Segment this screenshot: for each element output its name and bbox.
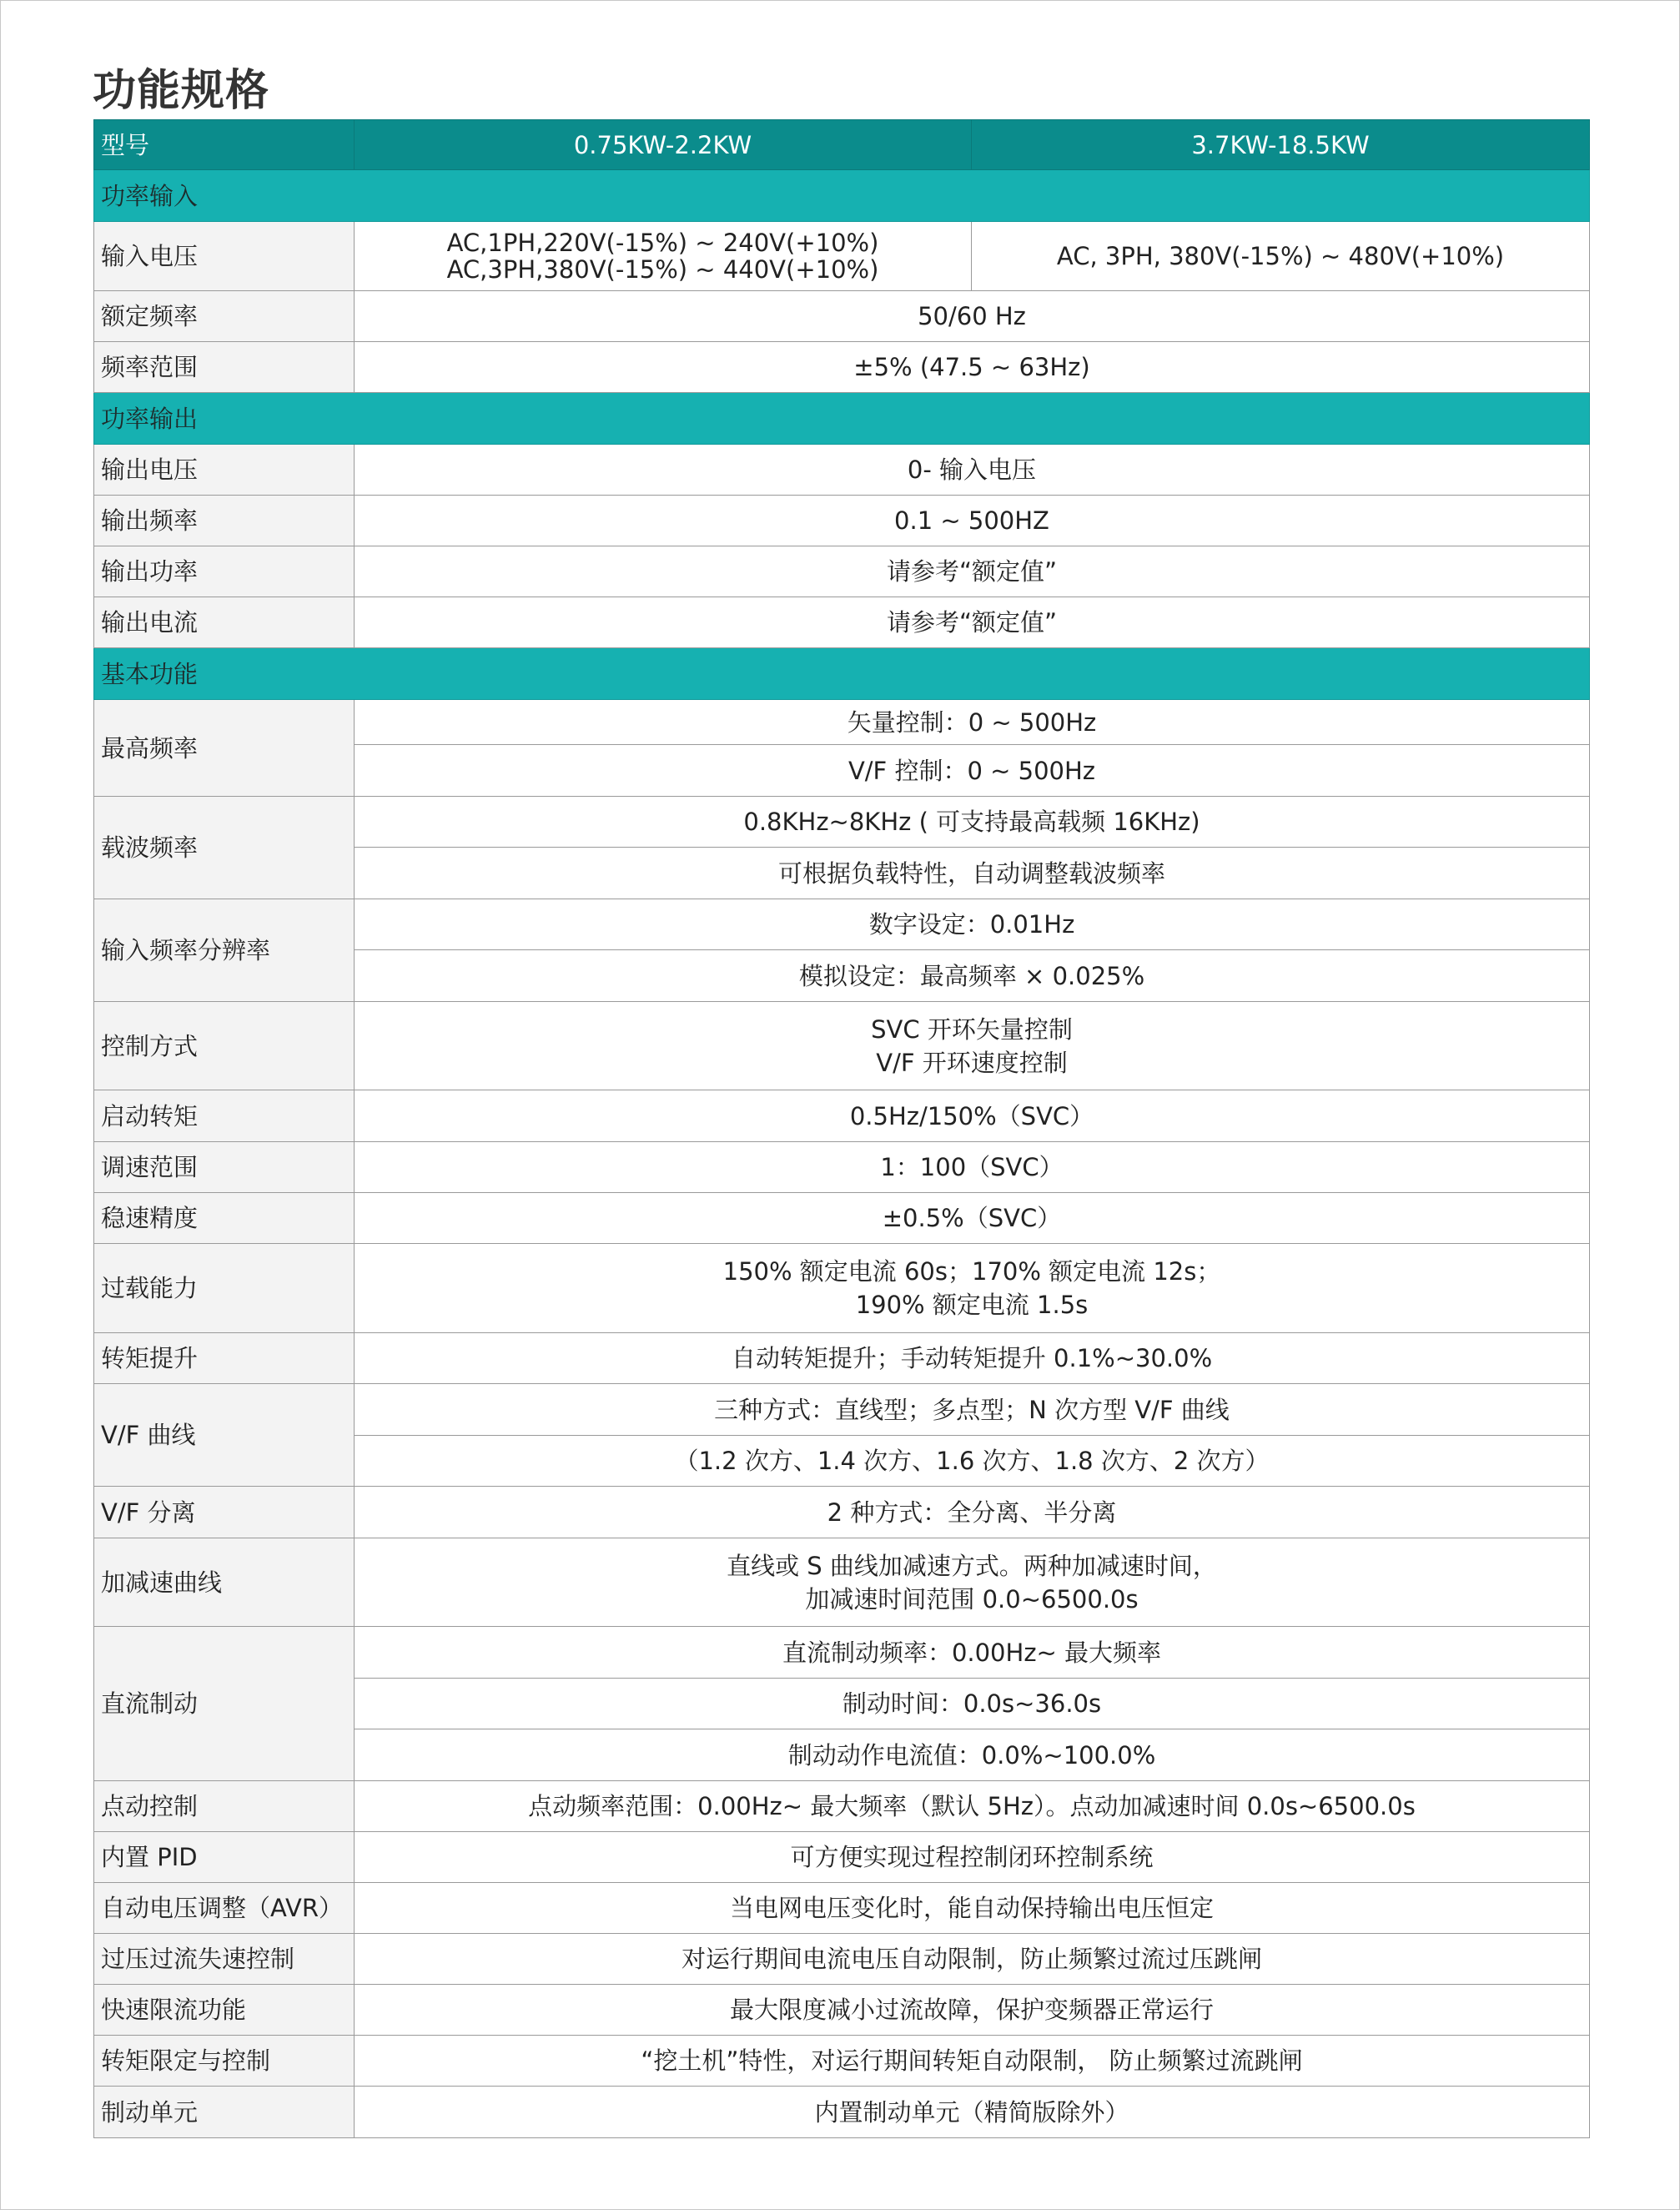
spec-table: [93, 119, 1590, 2138]
row-label: 点动控制: [94, 1781, 355, 1832]
row-value: 三种方式：直线型；多点型；N 次方型 V/F 曲线: [355, 1384, 1590, 1436]
table-row: [94, 1934, 1590, 1985]
row-label: V/F 分离: [94, 1487, 355, 1538]
table-row: [94, 291, 1590, 342]
row-label: 转矩提升: [94, 1333, 355, 1384]
table-row: [94, 1244, 1590, 1333]
section-row: [94, 393, 1590, 445]
table-row: [94, 597, 1590, 648]
row-label: 自动电压调整（AVR）: [94, 1883, 355, 1934]
row-label: 直流制动: [94, 1627, 355, 1781]
row-label: V/F 曲线: [94, 1384, 355, 1487]
table-row: [94, 1090, 1590, 1142]
row-value: 请参考“额定值”: [355, 597, 1590, 648]
model-col-2: 3.7KW-18.5KW: [972, 120, 1590, 170]
row-value: 0.8KHz~8KHz ( 可支持最高载频 16KHz): [355, 797, 1590, 848]
row-label: 最高频率: [94, 700, 355, 797]
row-value: 可方便实现过程控制闭环控制系统: [355, 1832, 1590, 1883]
model-col-1: 0.75KW-2.2KW: [355, 120, 972, 170]
row-value: 当电网电压变化时，能自动保持输出电压恒定: [355, 1883, 1590, 1934]
row-label: 额定频率: [94, 291, 355, 342]
value-line: SVC 开环矢量控制: [871, 1014, 1073, 1044]
table-row: [94, 1985, 1590, 2036]
row-value: V/F 控制：0 ~ 500Hz: [355, 745, 1590, 797]
row-value: 50/60 Hz: [355, 291, 1590, 342]
table-row: [94, 445, 1590, 496]
row-value: 数字设定：0.01Hz: [355, 899, 1590, 950]
row-value: 可根据负载特性，自动调整载波频率: [355, 848, 1590, 899]
row-label: 过载能力: [94, 1244, 355, 1333]
value-line: V/F 开环速度控制: [876, 1048, 1068, 1077]
row-label: 调速范围: [94, 1142, 355, 1193]
row-value: 0- 输入电压: [355, 445, 1590, 496]
row-value: [355, 1002, 1590, 1090]
row-label: 控制方式: [94, 1002, 355, 1090]
table-row: [94, 899, 1590, 950]
row-value: 0.1 ~ 500HZ: [355, 496, 1590, 546]
table-row: [94, 222, 1590, 291]
row-value: 最大限度减小过流故障，保护变频器正常运行: [355, 1985, 1590, 2036]
row-value: 对运行期间电流电压自动限制，防止频繁过流过压跳闸: [355, 1934, 1590, 1985]
row-value: 点动频率范围：0.00Hz~ 最大频率（默认 5Hz）。点动加减速时间 0.0s~6500.0s: [355, 1781, 1590, 1832]
section-row: [94, 648, 1590, 700]
row-value: AC, 3PH, 380V(-15%) ~ 480V(+10%): [972, 222, 1590, 291]
row-label: 快速限流功能: [94, 1985, 355, 2036]
table-row: [94, 1384, 1590, 1436]
row-label: 过压过流失速控制: [94, 1934, 355, 1985]
value-line: AC,3PH,380V(-15%) ~ 440V(+10%): [446, 255, 879, 284]
table-row: [94, 120, 1590, 170]
row-value: 模拟设定：最高频率 × 0.025%: [355, 950, 1590, 1002]
table-row: [94, 496, 1590, 546]
row-label: 载波频率: [94, 797, 355, 899]
row-label: 制动单元: [94, 2087, 355, 2138]
row-label: 输出频率: [94, 496, 355, 546]
value-line: AC,1PH,220V(-15%) ~ 240V(+10%): [446, 229, 879, 257]
table-row: [94, 1333, 1590, 1384]
row-label: 频率范围: [94, 342, 355, 393]
table-row: [94, 700, 1590, 745]
model-label: 型号: [94, 120, 355, 170]
table-row: [94, 546, 1590, 597]
section-row: [94, 170, 1590, 222]
table-row: [94, 342, 1590, 393]
row-value: [355, 222, 972, 291]
row-value: （1.2 次方、1.4 次方、1.6 次方、1.8 次方、2 次方）: [355, 1436, 1590, 1487]
value-line: 190% 额定电流 1.5s: [855, 1291, 1089, 1319]
row-label: 输入频率分辨率: [94, 899, 355, 1002]
row-value: 1：100（SVC）: [355, 1142, 1590, 1193]
row-value: 制动动作电流值：0.0%~100.0%: [355, 1729, 1590, 1781]
table-row: [94, 1883, 1590, 1934]
table-row: [94, 1781, 1590, 1832]
section-basic: 基本功能: [94, 648, 1590, 700]
table-row: [94, 797, 1590, 848]
row-value: [355, 1244, 1590, 1333]
row-label: 稳速精度: [94, 1193, 355, 1244]
row-value: ±5% (47.5 ~ 63Hz): [355, 342, 1590, 393]
row-value: 请参考“额定值”: [355, 546, 1590, 597]
row-label: 转矩限定与控制: [94, 2036, 355, 2087]
row-label: 启动转矩: [94, 1090, 355, 1142]
row-label: 输出电流: [94, 597, 355, 648]
row-value: 自动转矩提升；手动转矩提升 0.1%~30.0%: [355, 1333, 1590, 1384]
row-value: 0.5Hz/150%（SVC）: [355, 1090, 1590, 1142]
value-line: 加减速时间范围 0.0~6500.0s: [805, 1584, 1139, 1613]
row-value: “挖土机”特性，对运行期间转矩自动限制， 防止频繁过流跳闸: [355, 2036, 1590, 2087]
row-value: 矢量控制：0 ~ 500Hz: [355, 700, 1590, 745]
page-title: 功能规格: [93, 66, 270, 116]
row-label: 输出电压: [94, 445, 355, 496]
table-row: [94, 1538, 1590, 1627]
row-label: 输入电压: [94, 222, 355, 291]
row-value: 制动时间：0.0s~36.0s: [355, 1679, 1590, 1729]
row-value: ±0.5%（SVC）: [355, 1193, 1590, 1244]
section-power-output: 功率输出: [94, 393, 1590, 445]
table-row: [94, 2036, 1590, 2087]
value-line: 直线或 S 曲线加减速方式。两种加减速时间，: [727, 1551, 1217, 1580]
table-row: [94, 1487, 1590, 1538]
table-row: [94, 2087, 1590, 2138]
section-power-input: 功率输入: [94, 170, 1590, 222]
table-row: [94, 1002, 1590, 1090]
value-line: 150% 额定电流 60s；170% 额定电流 12s；: [722, 1257, 1221, 1286]
row-value: 2 种方式：全分离、半分离: [355, 1487, 1590, 1538]
table-row: [94, 1832, 1590, 1883]
table-row: [94, 1627, 1590, 1679]
row-label: 输出功率: [94, 546, 355, 597]
row-value: 直流制动频率：0.00Hz~ 最大频率: [355, 1627, 1590, 1679]
row-value: 内置制动单元（精简版除外）: [355, 2087, 1590, 2138]
row-value: [355, 1538, 1590, 1627]
row-label: 加减速曲线: [94, 1538, 355, 1627]
row-label: 内置 PID: [94, 1832, 355, 1883]
table-row: [94, 1142, 1590, 1193]
table-row: [94, 1193, 1590, 1244]
